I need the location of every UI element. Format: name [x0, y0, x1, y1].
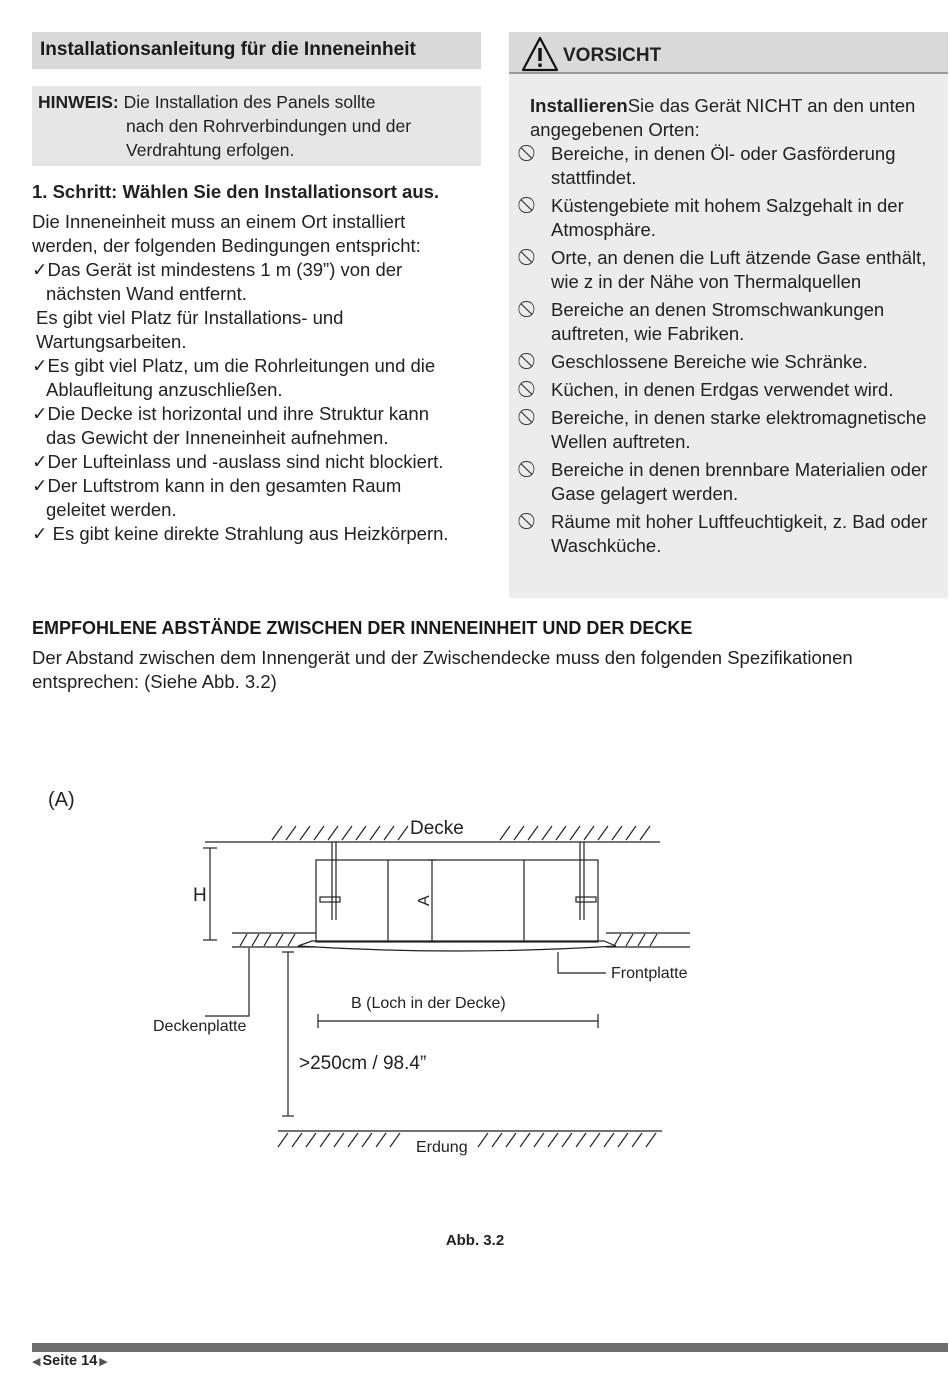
page-number — [32, 1353, 108, 1369]
prohibited-icon — [530, 246, 551, 294]
page-label: Seite 14 — [42, 1353, 98, 1369]
ground-label: Erdung — [416, 1139, 468, 1156]
caution-intro — [530, 94, 948, 142]
distance-label: >250cm / 98.4” — [299, 1053, 427, 1074]
caution-item — [530, 350, 948, 374]
caution-intro-bold: Installieren — [530, 95, 628, 116]
prohibited-icon — [530, 142, 551, 190]
installation-diagram — [0, 770, 950, 1190]
step-title: 1. Schritt: Wählen Sie den Installationsort aus. — [32, 181, 440, 202]
figure-caption: Abb. 3.2 — [445, 1232, 505, 1249]
caution-item-text: Orte, an denen die Luft ätzende Gase enthält, wie z in der Nähe von Thermalquellen — [551, 247, 927, 292]
next-arrow-icon: ▶ — [99, 1355, 108, 1368]
caution-item-text: Räume mit hoher Luftfeuchtigkeit, z. Bad oder Waschküche. — [551, 511, 928, 556]
caution-header — [509, 32, 948, 74]
caution-item — [530, 378, 948, 402]
caution-item — [530, 510, 948, 558]
prohibited-icon — [530, 378, 551, 402]
h-label: H — [193, 885, 207, 906]
caution-item — [530, 246, 948, 294]
clearance-heading: EMPFOHLENE ABSTÄNDE ZWISCHEN DER INNENEINHEIT UND DER DECKE — [32, 618, 693, 638]
caution-item-text: Bereiche in denen brennbare Materialien oder Gase gelagert werden. — [551, 459, 928, 504]
caution-item — [530, 142, 948, 190]
front-panel-label: Frontplatte — [611, 965, 688, 982]
check-item-cont: das Gewicht der Inneneinheit aufnehmen. — [46, 427, 389, 448]
check-item-cont: geleitet werden. — [46, 499, 177, 520]
prohibited-icon — [530, 194, 551, 242]
caution-title: VORSICHT — [563, 45, 662, 66]
caution-item — [530, 194, 948, 242]
section-title: Installationsanleitung für die Inneneinheit — [32, 32, 481, 69]
caution-item — [530, 298, 948, 346]
check-item: ✓Der Lufteinlass und -auslass sind nicht blockiert. — [32, 451, 444, 472]
caution-item-text: Küstengebiete mit hohem Salzgehalt in der Atmosphäre. — [551, 195, 904, 240]
hole-label: B (Loch in der Decke) — [351, 995, 506, 1012]
step-line: Es gibt viel Platz für Installations- und — [36, 307, 344, 328]
prohibited-icon — [530, 298, 551, 346]
note-line-2: nach den Rohrverbindungen und der — [126, 116, 412, 136]
prohibited-icon — [530, 350, 551, 374]
ceiling-board-label: Deckenplatte — [153, 1018, 247, 1035]
indoor-unit — [316, 842, 598, 942]
step-line: Wartungsarbeiten. — [36, 331, 187, 352]
caution-body — [530, 94, 948, 562]
note-box — [32, 86, 481, 166]
prev-arrow-icon: ◀ — [32, 1355, 41, 1368]
check-item: ✓Der Luftstrom kann in den gesamten Raum — [32, 475, 402, 496]
step-line: werden, der folgenden Bedingungen entspricht: — [32, 235, 421, 256]
a-label: A — [416, 895, 433, 906]
check-item: ✓Die Decke ist horizontal und ihre Struktur kann — [32, 403, 429, 424]
step-body — [32, 210, 482, 546]
note-line-3: Verdrahtung erfolgen. — [126, 140, 295, 160]
caution-item-text: Küchen, in denen Erdgas verwendet wird. — [551, 379, 894, 400]
caution-item-text: Geschlossene Bereiche wie Schränke. — [551, 351, 868, 372]
note-line-1 — [38, 90, 475, 114]
check-item: ✓Es gibt viel Platz, um die Rohrleitungen und die — [32, 355, 436, 376]
caution-intro-text: Sie das Gerät NICHT an den unten angegebenen Orten: — [530, 95, 916, 140]
prohibited-icon — [530, 406, 551, 454]
note-label: HINWEIS: — [38, 92, 119, 112]
check-item: ✓ Es gibt keine direkte Strahlung aus Heizkörpern. — [32, 523, 449, 544]
clearance-text: Der Abstand zwischen dem Innengerät und der Zwischendecke muss den folgenden Spezifikationen entsprechen: (Siehe Abb. 3.2) — [32, 647, 853, 692]
caution-item — [530, 458, 948, 506]
note-text-1: Die Installation des Panels sollte — [123, 92, 376, 112]
caution-item-text: Bereiche an denen Stromschwankungen auftreten, wie Fabriken. — [551, 299, 885, 344]
step-line: Die Inneneinheit muss an einem Ort installiert — [32, 211, 406, 232]
prohibited-icon — [530, 510, 551, 558]
diagram-panel-label: (A) — [48, 789, 75, 811]
caution-box — [509, 32, 948, 598]
warning-icon — [521, 36, 559, 72]
caution-item-text: Bereiche, in denen starke elektromagnetische Wellen auftreten. — [551, 407, 927, 452]
caution-item-text: Bereiche, in denen Öl- oder Gasförderung stattfindet. — [551, 143, 896, 188]
footer-bar — [32, 1343, 948, 1352]
check-item: ✓Das Gerät ist mindestens 1 m (39”) von der — [32, 259, 403, 280]
caution-item — [530, 406, 948, 454]
ceiling-label: Decke — [410, 818, 464, 839]
check-item-cont: Ablaufleitung anzuschließen. — [46, 379, 283, 400]
check-item-cont: nächsten Wand entfernt. — [46, 283, 247, 304]
prohibited-icon — [530, 458, 551, 506]
